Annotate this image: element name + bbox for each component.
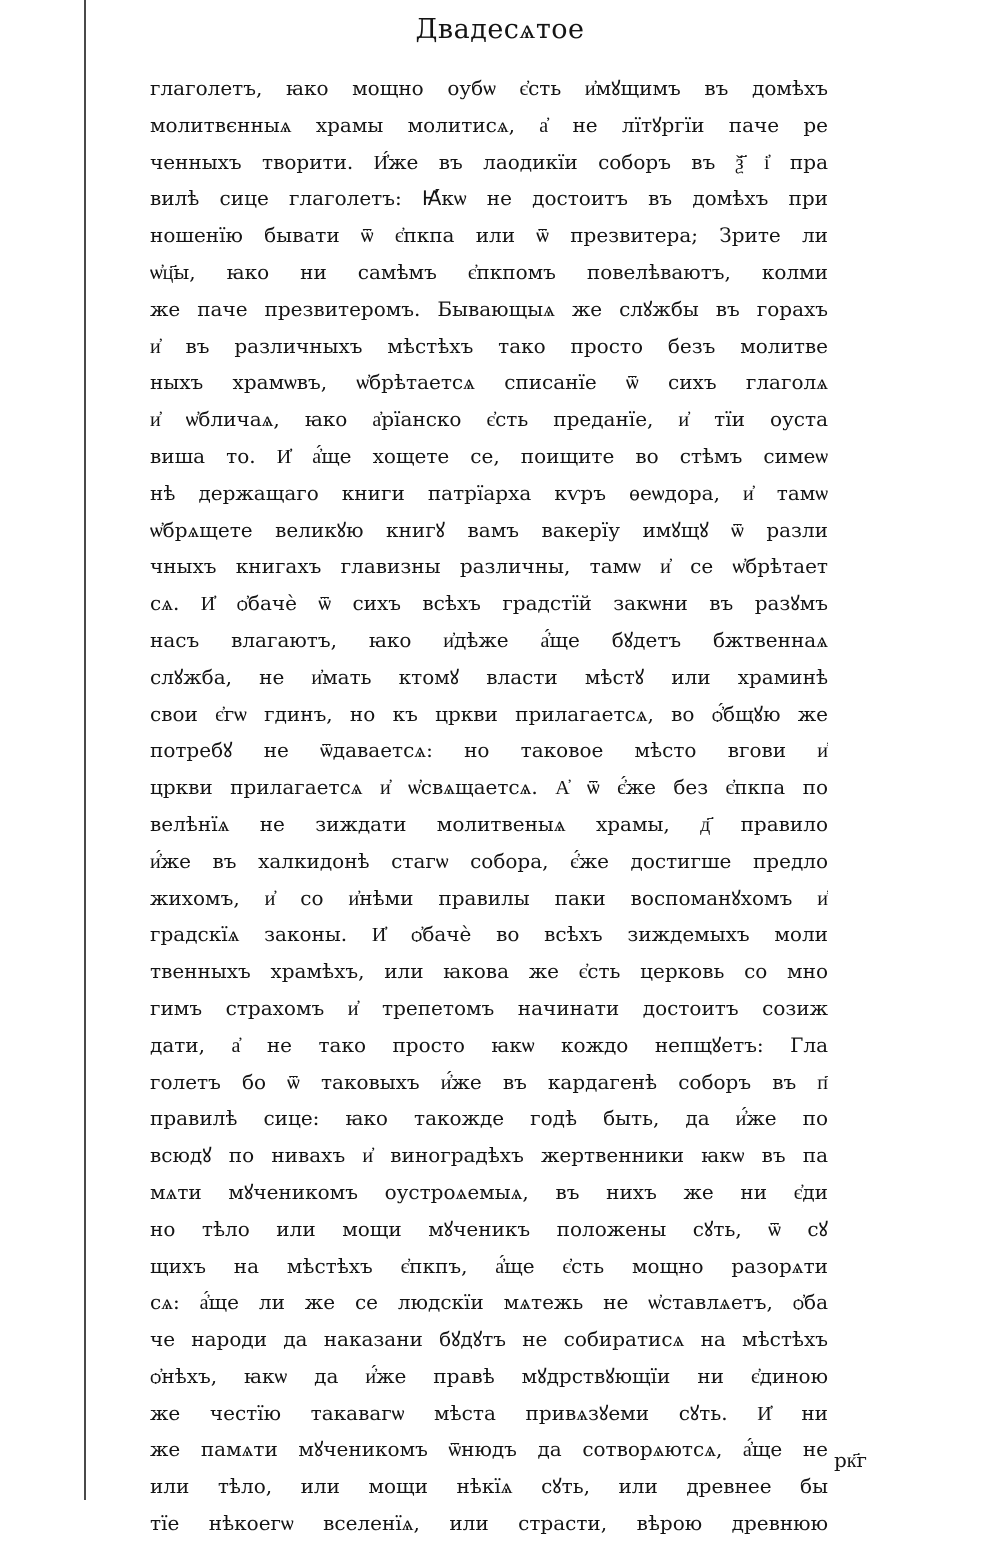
- text-line: мѧти мꙋченикомъ оустроѧемыѧ, въ нихъ же ни є҆ди: [150, 1179, 828, 1204]
- text-line: или тѣло, или мощи нѣкїѧ сꙋть, или древнее бы: [150, 1474, 828, 1499]
- text-line: ѡ҆ц҃ы, ꙗко ни самѣмъ є҆пкпомъ повелѣваютъ, колми: [150, 259, 828, 284]
- text-line: че народи да наказани бꙋдꙋтъ не собиратисѧ на мѣстѣхъ: [150, 1327, 828, 1352]
- text-line: ѡ҆брѧщете великꙋю книгꙋ вамъ вакерїу имꙋщꙋ ѿ разли: [150, 517, 828, 542]
- text-line: сѧ: а҆́ще ли же се людскїи мѧтежь не ѡ҆ставлѧетъ, ѻ҆ба: [150, 1290, 828, 1315]
- text-line: потребꙋ не ѿдаваетсѧ: но таковое мѣсто вгови и҆: [150, 738, 828, 763]
- text-line: чныхъ книгахъ главизны различны, тамѡ и҆ се ѡ҆брѣтает: [150, 554, 828, 579]
- text-line: ныхъ храмѡвъ, ѡ҆брѣтаетсѧ списанїе ѿ сихъ глаголѧ: [150, 370, 828, 395]
- text-line: ченныхъ творити. И҆́же въ лаодикїи соборъ въ ѯ҃ і҆ пра: [150, 149, 828, 174]
- text-line: правилѣ сице: ꙗко такожде годѣ быть, да и҆́же по: [150, 1106, 828, 1131]
- text-line: слꙋжба, не и҆мать ктомꙋ власти мѣстꙋ или храминѣ: [150, 664, 828, 689]
- text-line: но тѣло или мощи мꙋченикъ положены сꙋть, ѿ сꙋ: [150, 1216, 828, 1241]
- text-line: и҆ въ различныхъ мѣстѣхъ тако просто безъ молитве: [150, 333, 828, 358]
- text-line: ѻ҆нѣхъ, ꙗкѡ да и҆́же правѣ мꙋдрствꙋющїи ни є҆диною: [150, 1363, 828, 1388]
- text-line: голетъ бо ѿ таковыхъ и҆́же въ кардагенѣ соборъ въ п҃: [150, 1069, 828, 1094]
- text-line: всюдꙋ по нивахъ и҆ виноградѣхъ жертвенники ꙗкѡ въ па: [150, 1143, 828, 1168]
- text-line: и҆́же въ халкидонѣ стагѡ собора, є҆́же достигше предло: [150, 848, 828, 873]
- text-line: велѣнїѧ не зиждати молитвеныѧ храмы, д҃ правило: [150, 811, 828, 836]
- quire-signature: рк҃г: [834, 1448, 867, 1472]
- text-line: сѧ. И҆ ѻ҆бачѐ ѿ сихъ всѣхъ градстїй закѡни въ разꙋмъ: [150, 591, 828, 616]
- text-line: глаголетъ, ꙗко мощно оубѡ є҆сть и҆мꙋщимъ въ домѣхъ: [150, 76, 828, 100]
- text-line: же памѧти мꙋченикомъ ѿнюдъ да сотворѧютсѧ, а҆́ще не: [150, 1437, 828, 1462]
- text-line: же честїю такавагѡ мѣста привѧзꙋеми сꙋть. И҆ ни: [150, 1400, 828, 1425]
- text-line: тїе нѣкоегѡ вселенїѧ, или страсти, вѣрою древнюю: [150, 1511, 828, 1536]
- text-line: цркви прилагаетсѧ и҆ ѡ҆свѧщаетсѧ. А҆ ѿ є҆́же без є҆пкпа по: [150, 775, 828, 800]
- text-line: насъ влагаютъ, ꙗко и҆дѣже а҆́ще бꙋдетъ бжтвеннаѧ: [150, 627, 828, 652]
- text-line: жихомъ, и҆ со и҆нѣми правилы паки воспоманꙋхомъ и҆: [150, 885, 828, 910]
- text-line: же паче презвитеромъ. Бывающыѧ же слꙋжбы въ горахъ: [150, 296, 828, 321]
- text-line: и҆ ѡ҆бличаѧ, ꙗко а҆рїанско є҆сть преданїе, и҆ тїи оуста: [150, 407, 828, 432]
- text-line: ношенїю бывати ѿ є҆пкпа или ѿ презвитера; Зрите ли: [150, 223, 828, 248]
- text-line: твенныхъ храмѣхъ, или ꙗкова же є҆сть церковь со мно: [150, 959, 828, 984]
- text-line: нѣ держащаго книги патрїарха кѵръ ѳеѡдора, и҆ тамѡ: [150, 480, 828, 505]
- binding-edge-line: [84, 0, 86, 1500]
- text-line: щихъ на мѣстѣхъ є҆пкпъ, а҆́ще є҆сть мощно разорѧти: [150, 1253, 828, 1278]
- text-line: свои є҆гѡ гдинъ, но къ цркви прилагаетсѧ, во ѻ҆́бщꙋю же: [150, 701, 828, 726]
- running-head: Двадесѧтое: [415, 14, 585, 45]
- text-line: виша то. И҆ а҆́ще хощете се, поищите во стѣмъ симеѡ: [150, 443, 828, 468]
- text-line: молитвєнныѧ храмы молитисѧ, а҆ не лїтꙋргїи паче ре: [150, 112, 828, 137]
- text-line: дати, а҆ не тако просто ꙗкѡ кождо непщꙋетъ: Гла: [150, 1032, 828, 1057]
- text-line: вилѣ сице глаголетъ: Ꙗ҆́кѡ не достоитъ въ домѣхъ при: [150, 186, 828, 211]
- text-line: градскїѧ законы. И҆ ѻ҆бачѐ во всѣхъ зиждемыхъ моли: [150, 922, 828, 947]
- text-line: гимъ страхомъ и҆ трепетомъ начинати достоитъ созиж: [150, 995, 828, 1020]
- text-column: [150, 70, 828, 1542]
